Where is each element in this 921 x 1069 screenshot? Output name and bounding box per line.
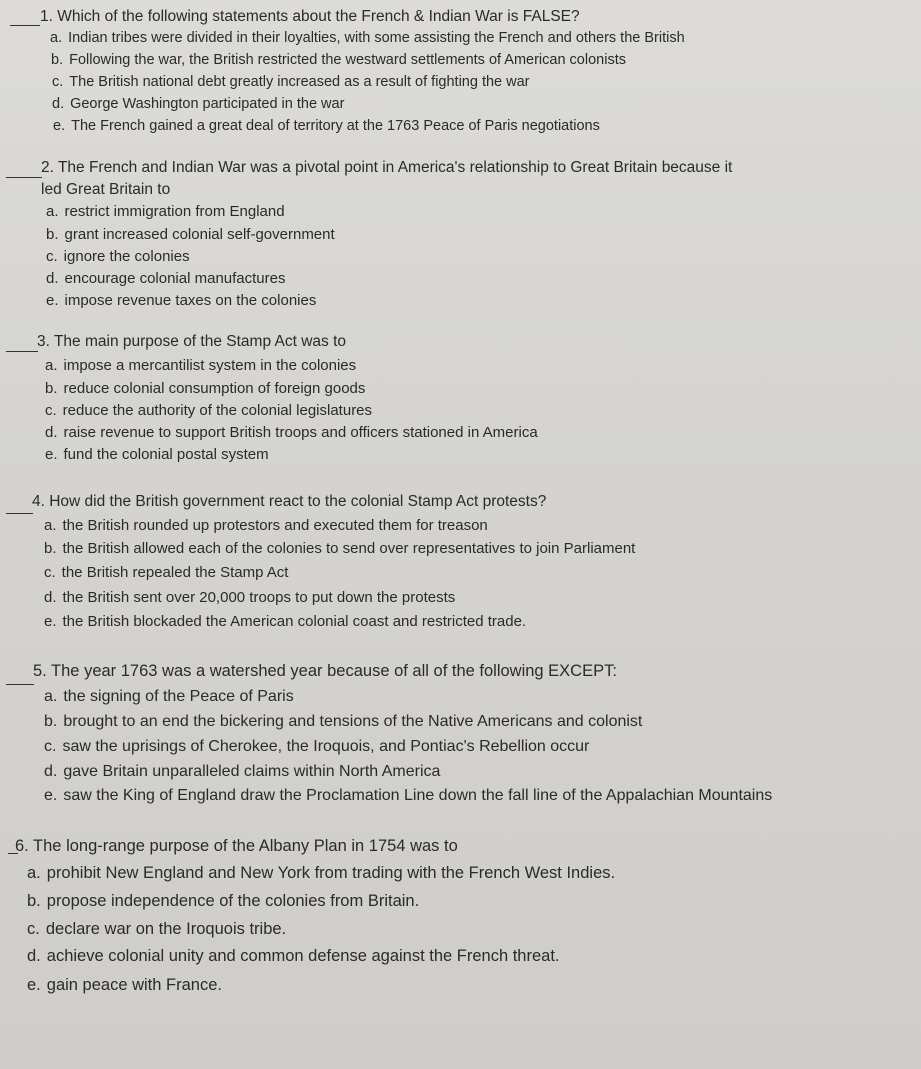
option-letter: c. xyxy=(27,920,40,938)
option-letter: b. xyxy=(45,380,58,397)
option-text: gain peace with France. xyxy=(46,976,222,994)
option-letter: a. xyxy=(44,517,57,534)
option-letter: b. xyxy=(51,52,64,68)
answer-blank-2[interactable] xyxy=(6,177,42,178)
option-text: grant increased colonial self-government xyxy=(64,226,335,243)
option-letter: b. xyxy=(44,540,57,557)
option-text: encourage colonial manufactures xyxy=(64,270,286,287)
answer-blank-4[interactable] xyxy=(6,513,33,514)
option-text: gave Britain unparalleled claims within North America xyxy=(63,763,441,780)
question-2-stem: 2. The French and Indian War was a pivotal point in America's relationship to Great Britain because it xyxy=(41,159,733,176)
question-4-option-b[interactable] xyxy=(44,540,635,557)
option-letter: d. xyxy=(44,763,58,780)
option-letter: d. xyxy=(44,589,57,606)
option-text: saw the uprisings of Cherokee, the Iroquois, and Pontiac's Rebellion occur xyxy=(62,738,590,755)
option-letter: d. xyxy=(46,270,59,287)
option-letter: e. xyxy=(44,787,58,804)
option-text: the signing of the Peace of Paris xyxy=(63,688,294,705)
option-text: saw the King of England draw the Proclamation Line down the fall line of the Appalachian Mountains xyxy=(63,787,773,804)
question-3-option-d[interactable] xyxy=(45,424,538,441)
option-letter: d. xyxy=(52,96,65,112)
option-letter: a. xyxy=(46,203,59,220)
question-3-stem: 3. The main purpose of the Stamp Act was to xyxy=(37,333,347,350)
option-letter: e. xyxy=(46,292,59,309)
option-letter: e. xyxy=(44,613,57,630)
option-text: the British sent over 20,000 troops to put down the protests xyxy=(62,589,456,606)
question-2-option-b[interactable] xyxy=(46,226,335,243)
question-5-option-d[interactable] xyxy=(44,763,440,781)
question-6-option-b[interactable] xyxy=(27,892,419,911)
question-5-stem: 5. The year 1763 was a watershed year because of all of the following EXCEPT: xyxy=(33,662,617,680)
question-4-option-a[interactable] xyxy=(44,517,488,534)
option-letter: b. xyxy=(44,713,58,730)
option-letter: c. xyxy=(46,248,58,265)
option-text: the British blockaded the American colonial coast and restricted trade. xyxy=(62,613,527,630)
option-letter: c. xyxy=(44,564,56,581)
answer-blank-1[interactable] xyxy=(10,25,40,26)
option-letter: a. xyxy=(45,357,58,374)
question-2-option-e[interactable] xyxy=(46,292,316,309)
question-4-option-e[interactable] xyxy=(44,613,526,630)
option-text: Indian tribes were divided in their loyalties, with some assisting the French and others the British xyxy=(68,30,685,46)
option-text: prohibit New England and New York from trading with the French West Indies. xyxy=(46,864,616,882)
question-4-option-c[interactable] xyxy=(44,564,288,581)
option-text: the British allowed each of the colonies to send over representatives to join Parliament xyxy=(62,540,636,557)
question-6-option-c[interactable] xyxy=(27,920,286,939)
question-1-option-a[interactable] xyxy=(50,30,685,46)
question-3-option-c[interactable] xyxy=(45,402,372,419)
question-5-option-c[interactable] xyxy=(44,738,589,756)
option-letter: e. xyxy=(45,446,58,463)
option-letter: b. xyxy=(46,226,59,243)
question-3-option-b[interactable] xyxy=(45,380,365,397)
option-letter: a. xyxy=(50,30,63,46)
question-5-option-b[interactable] xyxy=(44,713,642,731)
option-letter: c. xyxy=(45,402,57,419)
option-text: propose independence of the colonies from Britain. xyxy=(46,892,420,910)
option-text: declare war on the Iroquois tribe. xyxy=(45,920,287,938)
option-text: impose a mercantilist system in the colonies xyxy=(63,357,357,374)
answer-blank-3[interactable] xyxy=(6,351,38,352)
option-text: raise revenue to support British troops and officers stationed in America xyxy=(63,424,538,441)
option-text: fund the colonial postal system xyxy=(63,446,269,463)
question-5-option-a[interactable] xyxy=(44,688,294,706)
option-letter: a. xyxy=(27,864,41,882)
option-text: the British repealed the Stamp Act xyxy=(61,564,289,581)
option-text: impose revenue taxes on the colonies xyxy=(64,292,317,309)
question-6-option-d[interactable] xyxy=(27,947,560,966)
question-2-option-d[interactable] xyxy=(46,270,286,287)
question-6-option-a[interactable] xyxy=(27,864,615,883)
option-text: ignore the colonies xyxy=(63,248,190,265)
question-1-option-d[interactable] xyxy=(52,96,344,112)
question-4-option-d[interactable] xyxy=(44,589,455,606)
option-text: The British national debt greatly increased as a result of fighting the war xyxy=(69,74,530,90)
option-text: reduce colonial consumption of foreign goods xyxy=(63,380,366,397)
option-text: achieve colonial unity and common defense against the French threat. xyxy=(46,947,560,965)
question-3-option-e[interactable] xyxy=(45,446,269,463)
option-text: Following the war, the British restricted the westward settlements of American colonists xyxy=(69,52,626,68)
question-1-option-b[interactable] xyxy=(51,52,626,68)
option-letter: c. xyxy=(44,738,57,755)
option-letter: e. xyxy=(53,118,66,134)
question-2-option-a[interactable] xyxy=(46,203,285,220)
answer-blank-5[interactable] xyxy=(6,684,34,685)
question-3-option-a[interactable] xyxy=(45,357,356,374)
option-text: restrict immigration from England xyxy=(64,203,285,220)
option-letter: a. xyxy=(44,688,58,705)
option-text: the British rounded up protestors and executed them for treason xyxy=(62,517,488,534)
option-letter: c. xyxy=(52,74,64,90)
question-5-option-e[interactable] xyxy=(44,787,772,805)
question-1-option-c[interactable] xyxy=(52,74,530,90)
option-letter: d. xyxy=(27,947,41,965)
question-1-option-e[interactable] xyxy=(53,118,600,134)
option-letter: e. xyxy=(27,976,41,994)
question-1-stem: 1. Which of the following statements about the French & Indian War is FALSE? xyxy=(40,8,580,25)
option-text: reduce the authority of the colonial legislatures xyxy=(62,402,373,419)
option-letter: b. xyxy=(27,892,41,910)
question-4-stem: 4. How did the British government react to the colonial Stamp Act protests? xyxy=(32,493,547,510)
question-2-option-c[interactable] xyxy=(46,248,190,265)
question-6-option-e[interactable] xyxy=(27,976,222,995)
question-6-stem: 6. The long-range purpose of the Albany Plan in 1754 was to xyxy=(15,837,458,855)
option-text: brought to an end the bickering and tensions of the Native Americans and colonist xyxy=(63,713,643,730)
option-letter: d. xyxy=(45,424,58,441)
option-text: George Washington participated in the war xyxy=(70,96,345,112)
question-2-stem-continued: led Great Britain to xyxy=(41,181,171,198)
option-text: The French gained a great deal of territory at the 1763 Peace of Paris negotiations xyxy=(71,118,600,134)
